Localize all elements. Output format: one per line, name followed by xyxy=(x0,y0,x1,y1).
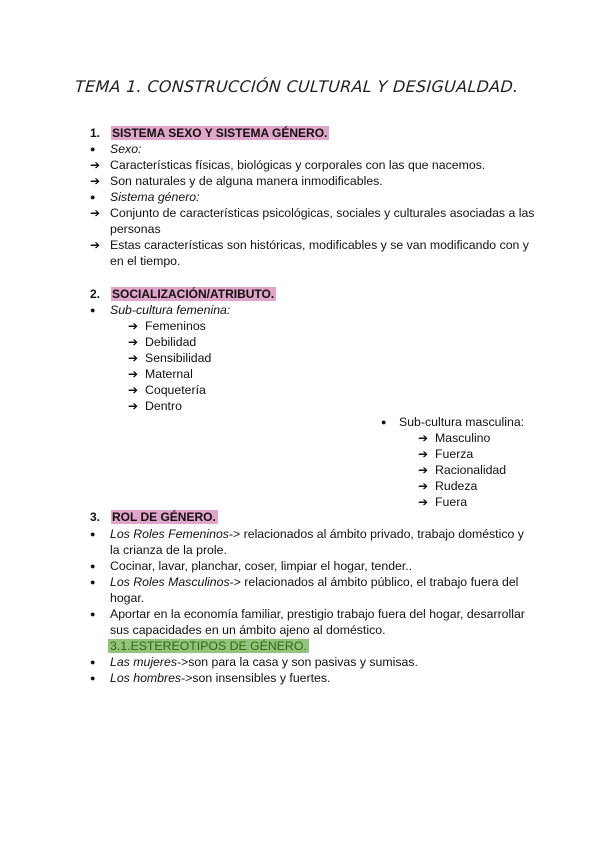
list-item xyxy=(90,189,200,205)
list-item xyxy=(418,462,506,478)
list-item-continuation: personas xyxy=(110,222,161,236)
list-item-text: Fuerza xyxy=(435,447,474,461)
list-item-text: Rudeza xyxy=(435,479,478,493)
arrow-icon: ➔ xyxy=(418,447,429,461)
list-item xyxy=(128,350,211,366)
arrow-icon: ➔ xyxy=(418,431,429,445)
list-item xyxy=(90,173,383,189)
arrow-icon: ➔ xyxy=(90,158,101,172)
section-number: 2. xyxy=(90,287,101,301)
arrow-icon: ➔ xyxy=(128,335,139,349)
arrow-icon: ➔ xyxy=(418,495,429,509)
bullet-icon: ● xyxy=(90,529,96,539)
list-item xyxy=(90,157,485,173)
section-heading-2 xyxy=(90,287,276,302)
list-item xyxy=(128,398,182,414)
arrow-icon: ➔ xyxy=(128,399,139,413)
list-item xyxy=(128,318,206,334)
list-item-text: -> relacionados al ámbito público, el trabajo fuera del xyxy=(229,575,519,589)
list-item-continuation: hogar. xyxy=(110,591,145,605)
subsection-label: 3.1.ESTEREOTIPOS DE GÉNERO. xyxy=(110,639,307,653)
arrow-icon: ➔ xyxy=(90,206,101,220)
list-item xyxy=(90,670,330,686)
list-item-text: Debilidad xyxy=(145,335,197,349)
bullet-icon: ● xyxy=(90,673,96,683)
list-item-text: Son naturales y de alguna manera inmodificables. xyxy=(110,174,383,188)
arrow-icon: ➔ xyxy=(128,351,139,365)
bullet-icon: ● xyxy=(90,561,96,571)
arrow-icon: ➔ xyxy=(128,367,139,381)
list-item-text: Conjunto de características psicológicas, sociales y culturales asociadas a las xyxy=(110,206,535,220)
list-item-text: Masculino xyxy=(435,431,491,445)
list-item-continuation: la crianza de la prole. xyxy=(110,543,227,557)
list-item-text: Sensibilidad xyxy=(145,351,212,365)
list-item xyxy=(90,558,412,574)
list-item xyxy=(90,574,518,590)
bullet-icon: ● xyxy=(90,609,96,619)
list-item xyxy=(128,366,193,382)
list-item-text: Cocinar, lavar, planchar, coser, limpiar el hogar, tender.. xyxy=(110,559,413,573)
list-item-emphasis: Las mujeres xyxy=(110,655,177,669)
arrow-icon: ➔ xyxy=(90,238,101,252)
list-item-continuation: en el tiempo. xyxy=(110,254,181,268)
subculture-femenina-label xyxy=(90,302,230,318)
list-item-text: Aportar en la economía familiar, prestigio trabajo fuera del hogar, desarrollar xyxy=(110,607,525,621)
list-item-emphasis: Los Roles Femeninos xyxy=(110,527,229,541)
section-label: ROL DE GÉNERO. xyxy=(112,510,216,524)
bullet-icon: ● xyxy=(90,144,96,154)
list-item-continuation: sus capacidades en un ámbito ajeno al doméstico. xyxy=(110,623,386,637)
arrow-icon: ➔ xyxy=(418,479,429,493)
subsection-heading xyxy=(108,638,309,654)
section-label: SISTEMA SEXO Y SISTEMA GÉNERO. xyxy=(112,126,328,140)
document-title: TEMA 1. CONSTRUCCIÓN CULTURAL Y DESIGUALDAD. xyxy=(74,77,520,96)
list-item xyxy=(418,494,467,510)
section-heading-1 xyxy=(90,126,329,141)
arrow-icon: ➔ xyxy=(128,383,139,397)
list-item xyxy=(90,237,529,253)
list-item xyxy=(128,334,196,350)
list-item-text: -> relacionados al ámbito privado, trabajo doméstico y xyxy=(228,527,524,541)
list-item xyxy=(90,526,524,542)
list-item-text: Sistema género: xyxy=(110,190,200,204)
list-item xyxy=(90,606,525,622)
list-item xyxy=(90,654,418,670)
list-item-text: Sexo: xyxy=(110,142,142,156)
list-item xyxy=(128,382,206,398)
list-item-text: Características físicas, biológicas y corporales con las que nacemos. xyxy=(110,158,486,172)
list-item-text: Maternal xyxy=(145,367,193,381)
list-item-text: Racionalidad xyxy=(435,463,507,477)
section-number: 3. xyxy=(90,510,101,524)
list-item-text: Coquetería xyxy=(145,383,206,397)
section-number: 1. xyxy=(90,126,101,140)
bullet-icon: ● xyxy=(90,305,96,315)
arrow-icon: ➔ xyxy=(90,174,101,188)
list-item-text: Fuera xyxy=(435,495,468,509)
list-item-text: Sub-cultura masculina: xyxy=(399,415,525,429)
arrow-icon: ➔ xyxy=(418,463,429,477)
list-item-emphasis: Los hombres xyxy=(110,671,182,685)
bullet-icon: ● xyxy=(90,192,96,202)
section-label: SOCIALIZACIÓN/ATRIBUTO. xyxy=(112,287,275,301)
section-heading-3 xyxy=(90,510,218,525)
list-item-text: Estas características son históricas, modificables y se van modificando con y xyxy=(110,238,529,252)
list-item xyxy=(418,446,473,462)
list-item-text: Femeninos xyxy=(145,319,206,333)
list-item-text: ->son insensibles y fuertes. xyxy=(181,671,331,685)
subculture-masculina-label xyxy=(381,414,524,430)
list-item xyxy=(418,430,490,446)
list-item-emphasis: Los Roles Masculinos xyxy=(110,575,230,589)
bullet-icon: ● xyxy=(90,577,96,587)
list-item xyxy=(418,478,477,494)
list-item xyxy=(90,205,534,221)
list-item-text: Dentro xyxy=(145,399,182,413)
bullet-icon: ● xyxy=(381,417,387,427)
arrow-icon: ➔ xyxy=(128,319,139,333)
list-item xyxy=(90,141,141,157)
list-item-text: ->son para la casa y son pasivas y sumisas. xyxy=(176,655,418,669)
list-item-text: Sub-cultura femenina: xyxy=(110,303,231,317)
bullet-icon: ● xyxy=(90,657,96,667)
